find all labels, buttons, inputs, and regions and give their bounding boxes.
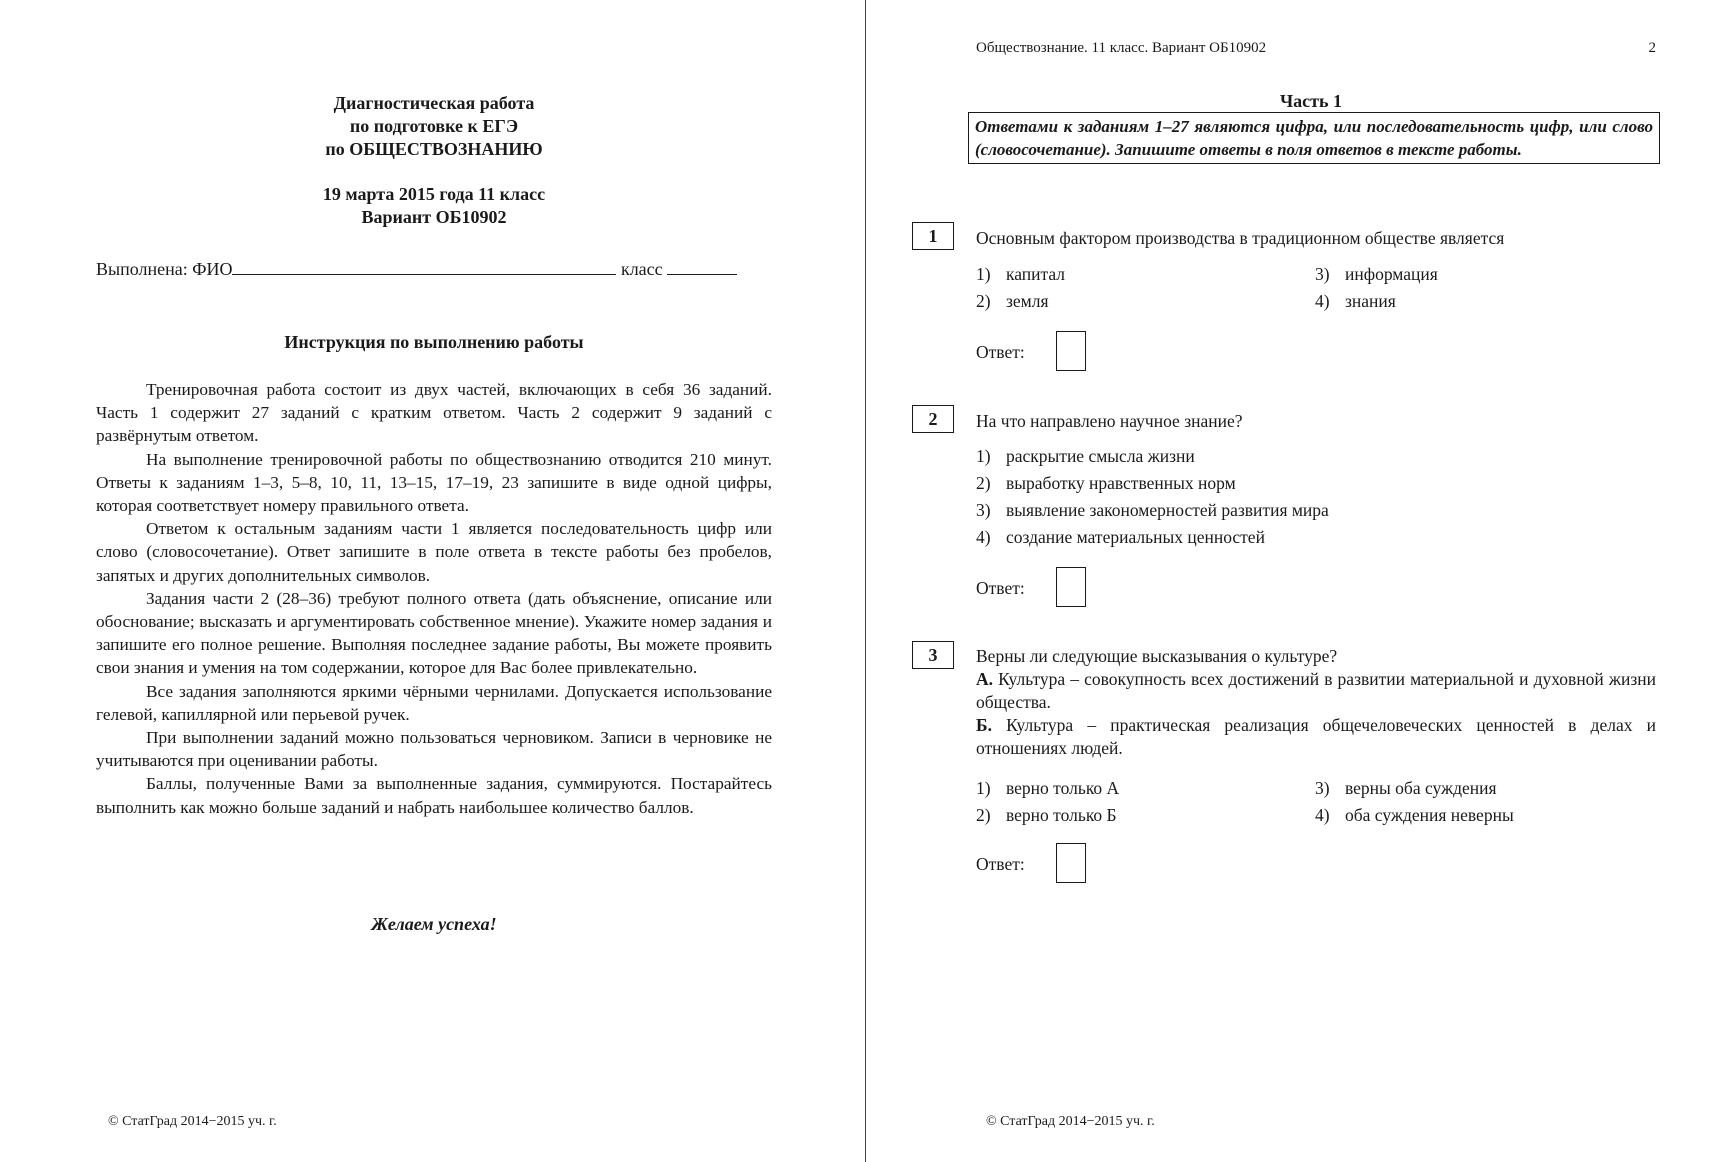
page-divider xyxy=(865,0,866,1162)
option-number: 2) xyxy=(976,473,991,493)
question-1-number: 1 xyxy=(912,222,954,250)
question-1-option-3 xyxy=(1315,264,1438,285)
date-line: 19 марта 2015 года 11 класс xyxy=(322,184,546,204)
option-text: верно только Б xyxy=(1006,805,1117,825)
option-number: 3) xyxy=(976,500,991,520)
question-2-option-3 xyxy=(976,500,1329,521)
part-instruction-box: Ответами к заданиям 1–27 являются цифра, или последовательность цифр, или слово (словосочетание). Запишите ответы в поля ответов в тексте работы. xyxy=(968,112,1660,164)
statement-a-text: Культура – совокупность всех достижений в развитии материальной и духовной жизни общества. xyxy=(976,669,1656,712)
question-1-answer-label: Ответ: xyxy=(976,342,1025,362)
question-1-answer-box[interactable] xyxy=(1056,331,1086,371)
option-text: раскрытие смысла жизни xyxy=(1006,446,1195,466)
page-header xyxy=(976,40,1656,57)
question-3-option-2 xyxy=(976,805,1117,826)
instruction-paragraph: Задания части 2 (28–36) требуют полного ответа (дать объяснение, описание или обоснование; высказать и аргументировать собственное мнение). Укажите номер задания и запишите его полное решение. Выполняя последнее задание работы, Вы можете проявить свои знания и умения на том содержании, которое для Вас более привлекательно. xyxy=(96,588,772,678)
option-text: знания xyxy=(1345,291,1396,311)
option-text: оба суждения неверны xyxy=(1345,805,1514,825)
class-input-line[interactable] xyxy=(667,258,737,275)
class-label: класс xyxy=(620,259,663,279)
fio-label: Выполнена: ФИО xyxy=(96,259,233,279)
question-2-option-2 xyxy=(976,473,1236,494)
option-text: капитал xyxy=(1006,264,1066,284)
title-line-3: по ОБЩЕСТВОЗНАНИЮ xyxy=(325,139,543,159)
fio-input-line[interactable] xyxy=(232,258,616,275)
wish-text: Желаем успеха! xyxy=(371,914,497,934)
question-3-option-3 xyxy=(1315,778,1497,799)
option-text: земля xyxy=(1006,291,1049,311)
question-3-text xyxy=(976,645,1656,760)
option-number: 3) xyxy=(1315,264,1330,284)
option-number: 1) xyxy=(976,264,991,284)
question-2-answer-box[interactable] xyxy=(1056,567,1086,607)
instruction-paragraph: Тренировочная работа состоит из двух частей, включающих в себя 36 заданий. Часть 1 содержит 27 заданий с кратким ответом. Часть 2 содержит 9 заданий с развёрнутым ответом. xyxy=(96,380,772,446)
question-3-option-4 xyxy=(1315,805,1514,826)
option-number: 4) xyxy=(976,527,991,547)
header-text: Обществознание. 11 класс. Вариант ОБ10902 xyxy=(976,40,1267,56)
option-number: 2) xyxy=(976,291,991,311)
right-page xyxy=(912,0,1656,1162)
instruction-paragraph: При выполнении заданий можно пользоваться черновиком. Записи в черновике не учитываются при оценивании работы. xyxy=(96,728,772,771)
question-2-option-4 xyxy=(976,527,1265,548)
option-number: 2) xyxy=(976,805,991,825)
option-number: 1) xyxy=(976,446,991,466)
question-1-option-2 xyxy=(976,291,1049,312)
question-3-prompt: Верны ли следующие высказывания о культуре? xyxy=(976,646,1338,666)
question-2-text: На что направлено научное знание? xyxy=(976,411,1243,431)
right-footer: © СтатГрад 2014−2015 уч. г. xyxy=(986,1114,1155,1129)
page-number: 2 xyxy=(1648,40,1656,56)
title-line-2: по подготовке к ЕГЭ xyxy=(349,116,519,136)
left-page xyxy=(96,0,772,1162)
question-3-answer-label: Ответ: xyxy=(976,854,1025,874)
statement-a xyxy=(976,668,1656,714)
question-1-option-1 xyxy=(976,264,1065,285)
variant-line: Вариант ОБ10902 xyxy=(361,207,507,227)
title-block xyxy=(96,92,772,229)
option-number: 1) xyxy=(976,778,991,798)
instruction-paragraph: Ответом к остальным заданиям части 1 является последовательность цифр или слово (словосочетание). Ответ запишите в поле ответа в тексте работы без пробелов, запятых и других дополнительных символов. xyxy=(96,519,772,585)
question-3-number: 3 xyxy=(912,641,954,669)
statement-b-text: Культура – практическая реализация общечеловеческих ценностей в делах и отношениях людей. xyxy=(976,715,1657,758)
statement-b xyxy=(976,714,1656,760)
instruction-paragraph: Все задания заполняются яркими чёрными чернилами. Допускается использование гелевой, капиллярной или перьевой ручек. xyxy=(96,681,772,724)
question-2-option-1 xyxy=(976,446,1195,467)
option-number: 3) xyxy=(1315,778,1330,798)
question-1-text: Основным фактором производства в традиционном обществе является xyxy=(976,228,1505,248)
instruction-paragraph: На выполнение тренировочной работы по обществознанию отводится 210 минут. Ответы к заданиям 1–3, 5–8, 10, 11, 13–15, 17–19, 23 запишите в виде одной цифры, которая соответствует номеру правильного ответа. xyxy=(96,449,772,516)
question-3-option-1 xyxy=(976,778,1119,799)
option-text: выработку нравственных норм xyxy=(1006,473,1236,493)
title-line-1: Диагностическая работа xyxy=(333,93,535,113)
option-number: 4) xyxy=(1315,291,1330,311)
option-text: создание материальных ценностей xyxy=(1006,527,1265,547)
option-text: верны оба суждения xyxy=(1345,778,1497,798)
question-2-number: 2 xyxy=(912,405,954,433)
option-number: 4) xyxy=(1315,805,1330,825)
instruction-paragraph: Баллы, полученные Вами за выполненные задания, суммируются. Постарайтесь выполнить как можно больше заданий и набрать наибольшее количество баллов. xyxy=(96,774,772,817)
option-text: выявление закономерностей развития мира xyxy=(1006,500,1329,520)
question-3-answer-box[interactable] xyxy=(1056,843,1086,883)
instruction-title: Инструкция по выполнению работы xyxy=(284,332,584,352)
part-title: Часть 1 xyxy=(1279,91,1343,111)
option-text: информация xyxy=(1345,264,1438,284)
statement-b-label: Б. xyxy=(976,715,992,735)
option-text: верно только А xyxy=(1006,778,1120,798)
question-2-answer-label: Ответ: xyxy=(976,578,1025,598)
fio-row xyxy=(96,258,772,280)
statement-a-label: А. xyxy=(976,669,994,689)
question-1-option-4 xyxy=(1315,291,1396,312)
left-footer: © СтатГрад 2014−2015 уч. г. xyxy=(108,1114,277,1129)
instruction-text xyxy=(96,378,772,819)
